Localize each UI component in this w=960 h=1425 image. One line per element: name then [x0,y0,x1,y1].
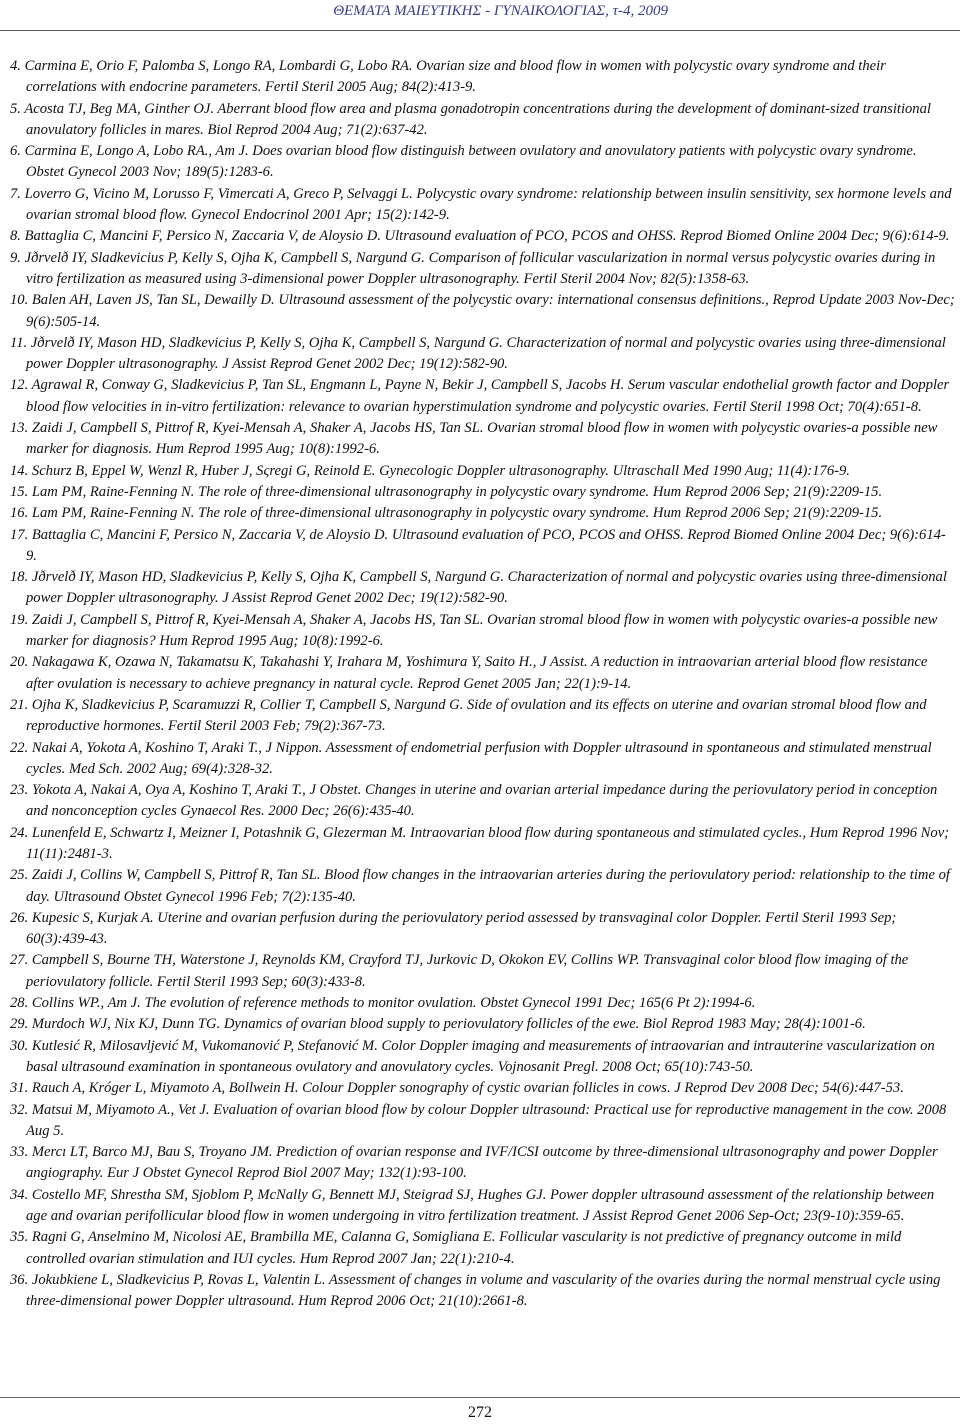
reference-item: 11. Jðrvelð IY, Mason HD, Sladkevicius P, Kelly S, Ojha K, Campbell S, Nargund G. Characterization of normal and polycystic ovaries using three-dimensional power Doppler ultrasonography. J Assist Reprod Genet 2002 Dec; 19(12):582-90. [10,334,946,373]
reference-item: 35. Ragni G, Anselmino M, Nicolosi AE, Brambilla ME, Calanna G, Somigliana E. Follicular vascularity is not predictive of pregnancy outcome in mild controlled ovarian stimulation and IUI cycles. Hum Reprod 2007 Jan; 22(1):210-4. [10,1229,902,1267]
reference-item: 21. Ojha K, Sladkevicius P, Scaramuzzi R, Collier T, Campbell S, Nargund G. Side of ovulation and its effects on uterine and ovarian stromal blood flow and reproductive hormones. Fertil Steril 2003 Feb; 79(2):367-73. [10,696,927,735]
journal-title: ΘΕΜΑΤΑ ΜΑΙΕΥΤΙΚΗΣ - ΓΥΝΑΙΚΟΛΟΓΙΑΣ, τ-4, 2009 [333,3,668,19]
reference-item: 14. Schurz B, Eppel W, Wenzl R, Huber J, Sςregi G, Reinold E. Gynecologic Doppler ultrasonography. Ultraschall Med 1990 Aug; 11(4):176-9. [10,462,850,479]
reference-item: 31. Rauch A, Króger L, Miyamoto A, Bollwein H. Colour Doppler sonography of cystic ovarian follicles in cows. J Reprod Dev 2008 Dec; 54(6):447-53. [10,1080,904,1097]
reference-item: 19. Zaidi J, Campbell S, Pittrof R, Kyei-Mensah A, Shaker A, Jacobs HS, Tan SL. Ovarian stromal blood flow in women with polycystic ovaries-a possible new marker for diagnosis? Hum Reprod 1995 Aug; 10(8):1992-6. [10,611,938,650]
reference-item: 16. Lam PM, Raine-Fenning N. The role of three-dimensional ultrasonography in polycystic ovary syndrome. Hum Reprod 2006 Sep; 21(9):2209-15. [10,505,883,522]
reference-item: 17. Battaglia C, Mancini F, Persico N, Zaccaria V, de Aloysio D. Ultrasound evaluation of PCO, PCOS and OHSS. Reprod Biomed Online 2004 Dec; 9(6):614-9. [10,526,946,564]
reference-item: 30. Kutlesić R, Milosavljević M, Vukomanović P, Stefanović M. Color Doppler imaging and measurements of intraovarian and intrauterine vascularization on basal ultrasound examination in spontaneous ovulatory and anovulatory cycles. Vojnosanit Pregl. 2008 Oct; 65(10):743-50. [10,1037,935,1075]
running-header [0,2,960,20]
reference-item: 33. Mercı LT, Barco MJ, Bau S, Troyano JM. Prediction of ovarian response and IVF/ICSI outcome by three-dimensional ultrasonography and power Doppler angiography. Eur J Obstet Gynecol Reprod Biol 2007 May; 132(1):93-100. [10,1144,938,1182]
reference-item: 29. Murdoch WJ, Nix KJ, Dunn TG. Dynamics of ovarian blood supply to periovulatory follicles of the ewe. Biol Reprod 1983 May; 28(4):1001-6. [10,1016,866,1033]
reference-item: 4. Carmina E, Orio F, Palomba S, Longo RA, Lombardi G, Lobo RA. Ovarian size and blood flow in women with polycystic ovary syndrome and their correlations with endocrine parameters. Fertil Steril 2005 Aug; 84(2):413-9. [10,58,886,96]
reference-item: 25. Zaidi J, Collins W, Campbell S, Pittrof R, Tan SL. Blood flow changes in the intraovarian arteries during the periovulatory period: relationship to the time of day. Ultrasound Obstet Gynecol 1996 Feb; 7(2):135-40. [10,867,950,905]
reference-item: 36. Jokubkiene L, Sladkevicius P, Rovas L, Valentin L. Assessment of changes in volume and vascularity of the ovaries during the normal menstrual cycle using three-dimensional power Doppler ultrasound. Hum Reprod 2006 Oct; 21(10):2661-8. [10,1271,941,1310]
page-number: 272 [468,1404,492,1421]
reference-item: 27. Campbell S, Bourne TH, Waterstone J, Reynolds KM, Crayford TJ, Jurkovic D, Okokon EV, Collins WP. Transvaginal color blood flow imaging of the periovulatory follicle. Fertil Steril 1993 Sep; 60(3):433-8. [10,952,909,990]
reference-item: 26. Kupesic S, Kurjak A. Uterine and ovarian perfusion during the periovulatory period assessed by transvaginal color Doppler. Fertil Steril 1993 Sep; 60(3):439-43. [10,909,897,948]
reference-item: 8. Battaglia C, Mancini F, Persico N, Zaccaria V, de Aloysio D. Ultrasound evaluation of PCO, PCOS and OHSS. Reprod Biomed Online 2004 Dec; 9(6):614-9. [10,228,950,245]
reference-item: 28. Collins WP., Am J. The evolution of reference methods to monitor ovulation. Obstet Gynecol 1991 Dec; 165(6 Pt 2):1994-6. [10,995,756,1012]
footer-rule [0,1397,960,1398]
header-rule [0,30,960,31]
reference-item: 9. Jðrvelð IY, Sladkevicius P, Kelly S, Ojha K, Campbell S, Nargund G. Comparison of follicular vascularization in normal versus polycystic ovaries during in vitro fertilization as measured using 3-dimensional power Doppler ultrasonography. Fertil Steril 2004 Nov; 82(5):1358-63. [10,249,936,287]
reference-item: 34. Costello MF, Shrestha SM, Sjoblom P, McNally G, Bennett MJ, Steigrad SJ, Hughes GJ. Power doppler ultrasound assessment of the relationship between age and ovarian perifollicular blood flow in women undergoing in vitro fertilization treatment. J Assist Reprod Genet 2006 Sep-Oct; 23(9-10):359-65. [10,1186,935,1225]
reference-item: 18. Jðrvelð IY, Mason HD, Sladkevicius P, Kelly S, Ojha K, Campbell S, Nargund G. Characterization of normal and polycystic ovaries using three-dimensional power Doppler ultrasonography. J Assist Reprod Genet 2002 Dec; 19(12):582-90. [10,569,947,607]
reference-list [10,56,956,1313]
reference-item: 20. Nakagawa K, Ozawa N, Takamatsu K, Takahashi Y, Irahara M, Yoshimura Y, Saito H., J Assist. A reduction in intraovarian arterial blood flow resistance after ovulation is necessary to achieve pregnancy in natural cycle. Reprod Genet 2005 Jan; 22(1):9-14. [10,654,928,692]
reference-item: 23. Yokota A, Nakai A, Oya A, Koshino T, Araki T., J Obstet. Changes in uterine and ovarian arterial impedance during the periovulatory period in conception and nonconception cycles Gynaecol Res. 2000 Dec; 26(6):435-40. [10,782,938,820]
reference-item: 10. Balen AH, Laven JS, Tan SL, Dewailly D. Ultrasound assessment of the polycystic ovary: international consensus definitions., Reprod Update 2003 Nov-Dec; 9(6):505-14. [10,292,955,330]
reference-item: 7. Loverro G, Vicino M, Lorusso F, Vimercati A, Greco P, Selvaggi L. Polycystic ovary syndrome: relationship between insulin sensitivity, sex hormone levels and ovarian stromal blood flow. Gynecol Endocrinol 2001 Apr; 15(2):142-9. [10,185,952,224]
reference-item: 6. Carmina E, Longo A, Lobo RA., Am J. Does ovarian blood flow distinguish between ovulatory and anovulatory patients with polycystic ovary syndrome. Obstet Gynecol 2003 Nov; 189(5):1283-6. [10,143,917,181]
reference-item: 12. Agrawal R, Conway G, Sladkevicius P, Tan SL, Engmann L, Payne N, Bekir J, Campbell S, Jacobs H. Serum vascular endothelial growth factor and Doppler blood flow velocities in in-vitro fertilization: relevance to ovarian hyperstimulation syndrome and polycystic ovaries. Fertil Steril 1998 Oct; 70(4):651-8. [10,377,950,415]
reference-item: 5. Acosta TJ, Beg MA, Ginther OJ. Aberrant blood flow area and plasma gonadotropin concentrations during the development of dominant-sized transitional anovulatory follicles in mares. Biol Reprod 2004 Aug; 71(2):637-42. [10,100,931,138]
reference-item: 13. Zaidi J, Campbell S, Pittrof R, Kyei-Mensah A, Shaker A, Jacobs HS, Tan SL. Ovarian stromal blood flow in women with polycystic ovaries-a possible new marker for diagnosis. Hum Reprod 1995 Aug; 10(8):1992-6. [10,420,938,458]
reference-item: 22. Nakai A, Yokota A, Koshino T, Araki T., J Nippon. Assessment of endometrial perfusion with Doppler ultrasound in spontaneous and stimulated menstrual cycles. Med Sch. 2002 Aug; 69(4):328-32. [10,739,932,777]
reference-item: 15. Lam PM, Raine-Fenning N. The role of three-dimensional ultrasonography in polycystic ovary syndrome. Hum Reprod 2006 Sep; 21(9):2209-15. [10,483,883,500]
reference-item: 24. Lunenfeld E, Schwartz I, Meizner I, Potashnik G, Glezerman M. Intraovarian blood flow during spontaneous and stimulated cycles., Hum Reprod 1996 Nov; 11(11):2481-3. [10,824,950,862]
reference-item: 32. Matsui M, Miyamoto A., Vet J. Evaluation of ovarian blood flow by colour Doppler ultrasound: Practical use for reproductive management in the cow. 2008 Aug 5. [10,1101,947,1139]
